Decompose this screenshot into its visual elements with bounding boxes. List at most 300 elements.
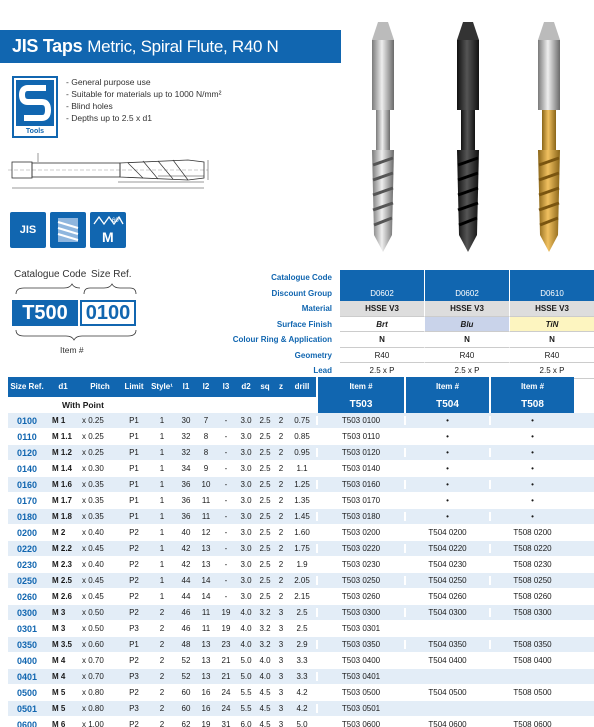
feature-item: - Depths up to 2.5 x d1	[66, 112, 221, 124]
table-cell: 2	[278, 544, 284, 553]
table-cell: x 0.70	[82, 656, 104, 665]
spec-labels	[200, 270, 334, 379]
spec-cell: R40	[425, 348, 510, 364]
table-cell: 0120	[16, 447, 38, 458]
table-cell: 0170	[16, 495, 38, 506]
application-row	[340, 332, 594, 348]
table-cell: P2	[129, 544, 139, 553]
table-cell: P1	[129, 640, 139, 649]
table-cell: 10	[201, 480, 211, 489]
table-cell: 2	[159, 704, 165, 713]
table-cell: T504 0350	[404, 640, 489, 649]
table-cell: 2	[278, 512, 284, 521]
table-cell: •	[489, 432, 574, 441]
page-subtitle: Metric, Spiral Flute, R40 N	[87, 36, 279, 56]
table-cell: 0100	[16, 415, 38, 426]
table-cell: 0600	[16, 719, 38, 727]
column-header: sq	[256, 377, 274, 397]
table-cell: P2	[129, 576, 139, 585]
table-cell: 8	[203, 448, 209, 457]
table-cell: x 0.80	[82, 704, 104, 713]
table-row	[8, 717, 594, 727]
table-row	[8, 605, 594, 621]
table-cell: •	[489, 448, 574, 457]
table-row	[8, 669, 594, 685]
table-cell: 1	[159, 592, 165, 601]
table-cell: 60	[181, 704, 191, 713]
table-cell: 13	[201, 544, 211, 553]
catalogue-code-row	[340, 270, 594, 286]
table-cell: 2.5	[259, 496, 271, 505]
table-cell: 3.0	[240, 464, 252, 473]
table-cell: T503 0400	[316, 656, 404, 665]
table-cell: T503 0501	[316, 704, 404, 713]
table-cell: 19	[201, 720, 211, 727]
table-cell: 5.0	[240, 672, 252, 681]
spec-cell: 2.5 x P	[510, 363, 594, 379]
table-cell: M 2.2	[52, 544, 73, 553]
table-cell: 3.0	[240, 416, 252, 425]
table-cell: x 0.35	[82, 512, 104, 521]
table-cell: 3	[278, 608, 284, 617]
table-cell: 36	[181, 512, 191, 521]
table-cell: 2.5	[259, 512, 271, 521]
table-cell: 2	[159, 656, 165, 665]
spec-label: Catalogue Code	[271, 273, 332, 282]
column-header: l3	[216, 377, 236, 397]
table-cell: 0301	[16, 623, 38, 634]
sutton-logo	[12, 76, 58, 138]
logo-brand-text: Sutton Tools	[23, 121, 47, 135]
table-cell: 1	[159, 544, 165, 553]
table-cell: 60	[181, 688, 191, 697]
table-cell: x 0.80	[82, 688, 104, 697]
table-cell: 4.0	[240, 624, 252, 633]
table-cell: M 2.3	[52, 560, 73, 569]
table-cell: 9	[203, 464, 209, 473]
table-cell: x 0.70	[82, 672, 104, 681]
table-cell: 4.5	[259, 688, 271, 697]
spec-label: Lead	[313, 366, 332, 375]
table-cell: 2.5	[259, 560, 271, 569]
feature-item: - Suitable for materials up to 1000 N/mm²	[66, 88, 221, 100]
table-cell: 62	[181, 720, 191, 727]
table-cell: M 5	[52, 704, 66, 713]
table-row	[8, 493, 594, 509]
table-cell: -	[224, 560, 228, 569]
table-cell: 2.05	[294, 576, 310, 585]
table-cell: 44	[181, 592, 191, 601]
table-cell: 0501	[16, 703, 38, 714]
table-cell: T503 0170	[316, 496, 404, 505]
table-row	[8, 461, 594, 477]
table-cell: x 0.40	[82, 528, 104, 537]
table-cell: 52	[181, 672, 191, 681]
table-cell: 0401	[16, 671, 38, 682]
table-cell: T508 0300	[489, 608, 574, 617]
table-cell: 1	[159, 464, 165, 473]
table-cell: 30	[181, 416, 191, 425]
table-cell: 2	[278, 576, 284, 585]
table-cell: -	[224, 528, 228, 537]
table-cell: T503 0350	[316, 640, 404, 649]
feature-item: - Blind holes	[66, 100, 221, 112]
spec-cell: 2.5 x P	[340, 363, 425, 379]
table-cell: 2	[278, 416, 284, 425]
table-cell: P1	[129, 512, 139, 521]
section-row	[8, 397, 594, 413]
table-cell: 3.0	[240, 576, 252, 585]
table-cell: 2.5	[259, 448, 271, 457]
table-cell: 46	[181, 624, 191, 633]
table-cell: 2	[159, 688, 165, 697]
table-cell: P2	[129, 560, 139, 569]
table-cell: T508 0260	[489, 592, 574, 601]
table-cell: 24	[221, 688, 231, 697]
table-cell: 0230	[16, 559, 38, 570]
table-cell: 3	[278, 688, 284, 697]
table-cell: 24	[221, 704, 231, 713]
table-row	[8, 525, 594, 541]
table-cell: M 2.5	[52, 576, 73, 585]
table-cell: 0500	[16, 687, 38, 698]
table-cell: 34	[181, 464, 191, 473]
table-cell: -	[224, 416, 228, 425]
table-cell: -	[224, 480, 228, 489]
spec-label: Material	[301, 304, 332, 313]
table-cell: P2	[129, 592, 139, 601]
table-cell: 5.5	[240, 688, 252, 697]
table-cell: 7	[203, 416, 209, 425]
table-cell: 13	[201, 560, 211, 569]
table-cell: T503 0500	[316, 688, 404, 697]
table-cell: T504 0500	[404, 688, 489, 697]
table-cell: P3	[129, 704, 139, 713]
table-cell: 46	[181, 608, 191, 617]
table-cell: •	[404, 480, 489, 489]
table-cell: M 3	[52, 624, 66, 633]
table-cell: 3.0	[240, 560, 252, 569]
table-cell: 2.5	[259, 464, 271, 473]
table-cell: 3.3	[296, 672, 308, 681]
table-cell: -	[224, 432, 228, 441]
table-cell: 0180	[16, 511, 38, 522]
table-cell: x 0.25	[82, 448, 104, 457]
spec-cell: R40	[340, 348, 425, 364]
table-cell: M 3.5	[52, 640, 73, 649]
table-cell: •	[404, 432, 489, 441]
table-cell: 42	[181, 544, 191, 553]
spec-cell: TiN	[510, 317, 594, 333]
table-cell: 2.5	[259, 544, 271, 553]
spec-cell: Blu	[425, 317, 510, 333]
catalogue-code-box: T500	[12, 300, 78, 326]
table-row	[8, 541, 594, 557]
table-cell: 1.75	[294, 544, 310, 553]
table-cell: 40	[181, 528, 191, 537]
table-cell: 42	[181, 560, 191, 569]
item-code-header: T503	[316, 397, 404, 413]
spec-label: Discount Group	[271, 288, 332, 298]
table-cell: 13	[201, 656, 211, 665]
spec-cell: HSSE V3	[510, 301, 594, 317]
table-row	[8, 557, 594, 573]
table-cell: 1	[159, 560, 165, 569]
size-ref-label: Size Ref.	[91, 269, 132, 280]
spec-label: Geometry	[294, 350, 332, 360]
table-cell: 4.0	[240, 608, 252, 617]
table-cell: •	[404, 464, 489, 473]
table-cell: P3	[129, 624, 139, 633]
table-cell: 1	[159, 576, 165, 585]
table-cell: T508 0600	[489, 720, 574, 727]
thread-angle-label: 60°	[112, 218, 122, 224]
table-cell: P1	[129, 480, 139, 489]
table-cell: x 0.35	[82, 480, 104, 489]
table-cell: 1	[159, 528, 165, 537]
table-cell: 3	[278, 672, 284, 681]
table-cell: 4.5	[259, 704, 271, 713]
table-cell: M 2	[52, 528, 66, 537]
table-cell: 2	[159, 672, 165, 681]
table-cell: T504 0250	[404, 576, 489, 585]
spec-label: Surface Finish	[276, 319, 332, 329]
table-cell: 3.0	[240, 512, 252, 521]
table-row	[8, 509, 594, 525]
table-cell: M 1.6	[52, 480, 73, 489]
table-cell: 44	[181, 576, 191, 585]
table-cell: M 4	[52, 656, 66, 665]
table-cell: T504 0260	[404, 592, 489, 601]
finish-row	[340, 317, 594, 333]
size-table	[8, 397, 594, 727]
column-header: d1	[46, 377, 80, 397]
table-cell: T503 0300	[316, 608, 404, 617]
table-cell: 4.0	[259, 672, 271, 681]
table-cell: 1	[159, 512, 165, 521]
page-title: JIS Taps	[12, 36, 83, 56]
table-cell: 2.5	[259, 576, 271, 585]
table-cell: T503 0301	[316, 624, 404, 633]
table-cell: P3	[129, 672, 139, 681]
table-cell: 4.2	[296, 688, 308, 697]
table-cell: 2	[159, 608, 165, 617]
feature-list	[66, 76, 221, 124]
table-cell: •	[404, 496, 489, 505]
tap-bright-image	[372, 22, 394, 252]
table-cell: 2	[278, 480, 284, 489]
table-cell: 4.5	[259, 720, 271, 727]
table-cell: 2	[278, 448, 284, 457]
table-cell: •	[489, 512, 574, 521]
table-cell: 0.75	[294, 416, 310, 425]
table-cell: T503 0160	[316, 480, 404, 489]
table-cell: T503 0180	[316, 512, 404, 521]
table-cell: 2	[278, 496, 284, 505]
table-cell: -	[224, 512, 228, 521]
table-cell: M 2.6	[52, 592, 73, 601]
table-cell: M 1.8	[52, 512, 73, 521]
table-cell: 0350	[16, 639, 38, 650]
table-cell: •	[404, 416, 489, 425]
table-cell: 0220	[16, 543, 38, 554]
table-cell: x 0.50	[82, 608, 104, 617]
spec-cell: N	[425, 332, 510, 348]
table-cell: 2	[278, 592, 284, 601]
tap-blue-image	[457, 22, 479, 252]
table-cell: T504 0400	[404, 656, 489, 665]
table-cell: 0.95	[294, 448, 310, 457]
table-cell: T508 0400	[489, 656, 574, 665]
table-cell: 2.5	[296, 624, 308, 633]
table-cell: x 0.45	[82, 592, 104, 601]
table-cell: •	[404, 512, 489, 521]
jis-icon-label: JIS	[19, 224, 37, 236]
table-cell: 0160	[16, 479, 38, 490]
table-cell: 3.3	[296, 656, 308, 665]
feature-item: - General purpose use	[66, 76, 221, 88]
spec-cell: Brt	[340, 317, 425, 333]
table-cell: T503 0230	[316, 560, 404, 569]
table-cell: P1	[129, 448, 139, 457]
table-cell: 3	[278, 656, 284, 665]
table-cell: 1.25	[294, 480, 310, 489]
item-number-label: Item #	[60, 345, 84, 355]
table-cell: -	[224, 464, 228, 473]
table-cell: 0140	[16, 463, 38, 474]
table-row	[8, 477, 594, 493]
table-cell: 1	[159, 448, 165, 457]
table-cell: P1	[129, 464, 139, 473]
table-cell: T503 0200	[316, 528, 404, 537]
table-cell: T508 0250	[489, 576, 574, 585]
table-cell: T508 0200	[489, 528, 574, 537]
table-cell: 2	[159, 720, 165, 727]
table-cell: T508 0220	[489, 544, 574, 553]
table-cell: •	[489, 416, 574, 425]
column-header: drill	[288, 377, 316, 397]
table-cell: 1.9	[296, 560, 308, 569]
table-cell: T504 0200	[404, 528, 489, 537]
table-cell: 2.9	[296, 640, 308, 649]
table-cell: 19	[221, 608, 231, 617]
spec-cell: 2.5 x P	[425, 363, 510, 379]
table-cell: 3	[278, 704, 284, 713]
catalogue-code-label: Catalogue Code	[14, 269, 87, 280]
table-cell: 3	[278, 624, 284, 633]
table-cell: 0200	[16, 527, 38, 538]
table-cell: x 0.35	[82, 496, 104, 505]
table-cell: 2.5	[259, 480, 271, 489]
table-cell: 3.0	[240, 592, 252, 601]
spec-cell	[510, 270, 594, 286]
table-cell: 32	[181, 448, 191, 457]
table-cell: T503 0401	[316, 672, 404, 681]
table-cell: 2.5	[259, 528, 271, 537]
table-cell: x 0.45	[82, 576, 104, 585]
table-cell: T508 0500	[489, 688, 574, 697]
table-cell: M 1	[52, 416, 66, 425]
table-cell: T508 0230	[489, 560, 574, 569]
table-cell: P2	[129, 528, 139, 537]
table-cell: T503 0250	[316, 576, 404, 585]
table-cell: 0110	[17, 431, 37, 442]
table-cell: 0250	[16, 575, 38, 586]
table-cell: T503 0260	[316, 592, 404, 601]
metric-icon-label: M	[102, 229, 114, 245]
spec-cell: D0610	[510, 286, 594, 302]
table-cell: 23	[221, 640, 231, 649]
table-cell: 36	[181, 480, 191, 489]
table-cell: 2	[278, 464, 284, 473]
section-label: With Point	[62, 399, 104, 410]
table-cell: 3.0	[240, 544, 252, 553]
table-cell: T503 0110	[316, 432, 404, 441]
table-cell: 1	[159, 480, 165, 489]
table-row	[8, 621, 594, 637]
table-row	[8, 637, 594, 653]
table-cell: 19	[221, 624, 231, 633]
table-cell: 3.2	[259, 624, 271, 633]
table-cell: 12	[201, 528, 211, 537]
table-row	[8, 701, 594, 717]
table-cell: 2.5	[259, 416, 271, 425]
table-cell: 11	[201, 512, 211, 521]
tap-dimension-drawing	[8, 148, 220, 200]
table-cell: 2.15	[294, 592, 310, 601]
table-cell: 31	[221, 720, 231, 727]
column-header: z	[274, 377, 288, 397]
table-cell: P2	[129, 656, 139, 665]
metric-thread-icon	[90, 212, 126, 248]
table-cell: 32	[181, 432, 191, 441]
table-cell: 48	[181, 640, 191, 649]
table-cell: P1	[129, 496, 139, 505]
table-cell: 2	[159, 624, 165, 633]
table-cell: T503 0600	[316, 720, 404, 727]
table-cell: 14	[201, 576, 211, 585]
table-cell: 4.0	[259, 656, 271, 665]
table-cell: 4.2	[296, 704, 308, 713]
discount-group-row	[340, 286, 594, 302]
table-cell: M 1.2	[52, 448, 73, 457]
table-cell: -	[224, 592, 228, 601]
table-cell: 3.0	[240, 480, 252, 489]
jis-icon	[10, 212, 46, 248]
table-cell: 1.35	[294, 496, 310, 505]
table-cell: 2	[278, 528, 284, 537]
table-row	[8, 589, 594, 605]
title-banner	[0, 30, 341, 63]
table-cell: P1	[129, 432, 139, 441]
table-cell: T504 0600	[404, 720, 489, 727]
table-cell: 16	[201, 688, 211, 697]
geometry-row	[340, 348, 594, 364]
table-cell: 3.0	[240, 448, 252, 457]
table-cell: 3.2	[259, 640, 271, 649]
table-row	[8, 573, 594, 589]
table-cell: P2	[129, 608, 139, 617]
table-cell: 13	[201, 640, 211, 649]
spec-label: Colour Ring & Application	[232, 335, 332, 344]
table-cell: x 0.40	[82, 560, 104, 569]
table-cell: 2.5	[259, 592, 271, 601]
table-cell: 52	[181, 656, 191, 665]
table-cell: 1.60	[294, 528, 310, 537]
table-cell: 3.0	[240, 496, 252, 505]
table-cell: 0300	[16, 607, 38, 618]
column-header: Item #	[316, 377, 404, 397]
